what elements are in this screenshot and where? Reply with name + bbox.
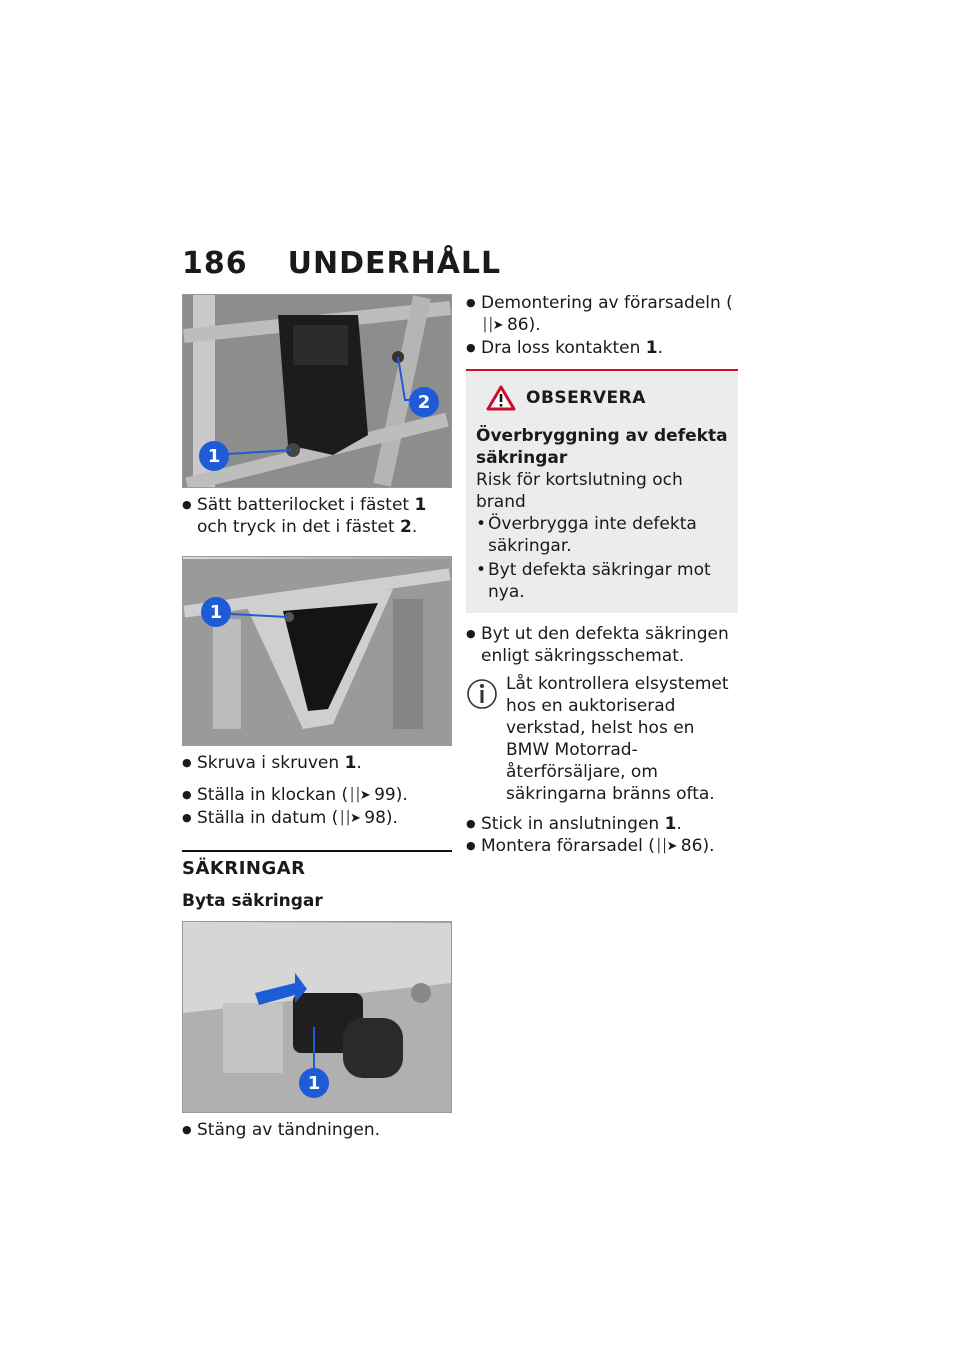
- battery-cover-photo: [182, 294, 452, 488]
- info-icon: [466, 675, 498, 713]
- step-disconnect-connector: ● Dra loss kontakten 1.: [466, 337, 738, 359]
- arrow-reference-icon: ││➤: [348, 788, 369, 803]
- arrow-reference-icon: ││➤: [338, 811, 359, 826]
- step-insert-battery-cover: ● Sätt batterilocket i fästet 1 och tryck in det i fästet 2.: [182, 494, 452, 538]
- warning-box: [466, 369, 738, 613]
- arrow-reference-icon: ││➤: [654, 839, 676, 854]
- arrow-reference-icon: ││➤: [481, 318, 502, 333]
- page-reference[interactable]: 98: [364, 808, 386, 828]
- step-set-date: ● Ställa in datum (││➤ 98).: [182, 807, 452, 830]
- page-title: UNDERHÅLL: [287, 246, 502, 281]
- page-reference[interactable]: 99: [374, 785, 396, 805]
- step-screw-in: ● Skruva i skruven 1.: [182, 752, 452, 774]
- section-title: SÄKRINGAR: [182, 858, 306, 879]
- info-note: [466, 673, 738, 805]
- callout-1: 1: [201, 597, 231, 627]
- step-install-seat: ● Montera förarsadel (││➤ 86).: [466, 835, 738, 858]
- section-divider: [182, 850, 452, 911]
- warning-item: • Överbrygga inte defekta säkringar.: [476, 513, 728, 557]
- screw-illustration: [183, 557, 451, 746]
- page-number: 186: [182, 246, 248, 281]
- warning-triangle-icon: [486, 385, 516, 411]
- warning-label: OBSERVERA: [526, 388, 646, 408]
- page-header: [182, 246, 501, 281]
- step-replace-fuse: ● Byt ut den defekta säkringen enligt säkringsschemat.: [466, 623, 738, 667]
- callout-1: 1: [299, 1068, 329, 1098]
- page-reference[interactable]: 86: [680, 836, 703, 856]
- page-reference[interactable]: 86: [506, 315, 529, 335]
- step-set-clock: ● Ställa in klockan (││➤ 99).: [182, 784, 452, 807]
- warning-body: Risk för kortslutning och brand: [476, 470, 683, 512]
- step-remove-seat: ● Demontering av förarsadeln (││➤ 86).: [466, 292, 738, 337]
- left-column: [182, 294, 452, 1141]
- right-column: [466, 292, 738, 858]
- fuse-connector-photo: [182, 921, 452, 1113]
- callout-1: 1: [199, 441, 229, 471]
- callout-2: 2: [409, 387, 439, 417]
- subsection-title: Byta säkringar: [182, 891, 323, 911]
- step-ignition-off: ● Stäng av tändningen.: [182, 1119, 452, 1141]
- screw-photo: [182, 556, 452, 746]
- step-reconnect: ● Stick in anslutningen 1.: [466, 813, 738, 835]
- info-text: Låt kontrollera elsystemet hos en auktoriserad verkstad, helst hos en BMW Motorrad-återförsäljare, om säkringarna bränns ofta.: [506, 674, 729, 804]
- warning-item: • Byt defekta säkringar mot nya.: [476, 559, 728, 603]
- warning-title: Överbryggning av defekta säkringar: [476, 426, 728, 468]
